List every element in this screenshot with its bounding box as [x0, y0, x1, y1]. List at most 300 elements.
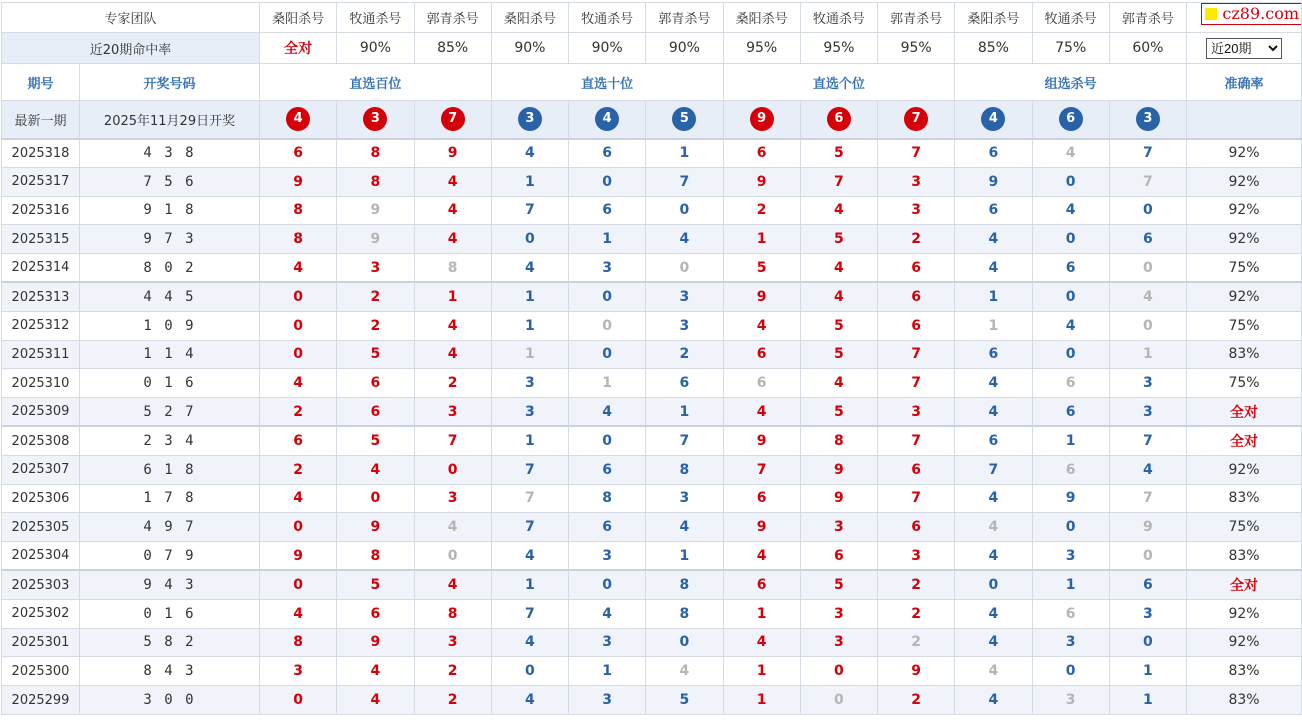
- kill-number: 6: [569, 139, 646, 168]
- kill-number: 6: [723, 484, 800, 513]
- history-row: [2, 484, 1302, 513]
- accuracy-cell: 92%: [1187, 599, 1302, 628]
- draw-number-cell: 5 8 2: [80, 628, 260, 657]
- kill-number: 7: [1109, 426, 1186, 455]
- hit-rate-value: 85%: [955, 33, 1032, 64]
- accuracy-cell: 83%: [1187, 484, 1302, 513]
- kill-number: 7: [491, 196, 568, 225]
- latest-ball-cell: [800, 101, 877, 139]
- kill-number: 4: [800, 196, 877, 225]
- kill-number: 3: [1109, 398, 1186, 427]
- kill-number-miss: 8: [414, 254, 491, 283]
- draw-number-cell: 4 9 7: [80, 513, 260, 542]
- header-period: 期号: [2, 64, 80, 101]
- kill-number: 0: [1032, 513, 1109, 542]
- latest-ball-cell: [955, 101, 1032, 139]
- kill-number: 6: [1109, 225, 1186, 254]
- draw-number-cell: 9 4 3: [80, 570, 260, 599]
- kill-number: 0: [260, 340, 337, 369]
- latest-ball-cell: [414, 101, 491, 139]
- latest-ball-cell: [646, 101, 723, 139]
- kill-number: 9: [878, 657, 955, 686]
- kill-number: 4: [955, 542, 1032, 571]
- period-cell: 2025313: [2, 282, 80, 311]
- history-row: [2, 139, 1302, 168]
- draw-number-cell: 1 0 9: [80, 311, 260, 340]
- kill-number: 7: [878, 369, 955, 398]
- history-row: [2, 628, 1302, 657]
- draw-number-cell: 1 7 8: [80, 484, 260, 513]
- kill-number-miss: 4: [955, 657, 1032, 686]
- number-ball: 3: [518, 107, 542, 131]
- kill-number: 3: [569, 542, 646, 571]
- kill-number: 1: [569, 225, 646, 254]
- kill-number-miss: 1: [1109, 340, 1186, 369]
- history-row: [2, 340, 1302, 369]
- kill-number-miss: 1: [491, 340, 568, 369]
- kill-number: 6: [260, 139, 337, 168]
- kill-number: 1: [646, 139, 723, 168]
- kill-number-miss: 0: [414, 542, 491, 571]
- kill-number: 9: [723, 282, 800, 311]
- kill-number: 3: [491, 398, 568, 427]
- kill-number: 0: [491, 657, 568, 686]
- kill-number: 4: [491, 139, 568, 168]
- accuracy-cell: 83%: [1187, 657, 1302, 686]
- latest-draw-date: 2025年11月29日开奖: [80, 101, 260, 139]
- draw-number-cell: 0 7 9: [80, 542, 260, 571]
- kill-number: 3: [646, 484, 723, 513]
- kill-number: 8: [337, 139, 414, 168]
- accuracy-cell: 92%: [1187, 282, 1302, 311]
- kill-number: 0: [1032, 282, 1109, 311]
- kill-number-miss: 0: [569, 311, 646, 340]
- hit-rate-value: 95%: [878, 33, 955, 64]
- kill-number: 9: [337, 628, 414, 657]
- history-row: [2, 196, 1302, 225]
- kill-number: 0: [1032, 340, 1109, 369]
- draw-number-cell: 2 3 4: [80, 426, 260, 455]
- latest-ball-cell: [569, 101, 646, 139]
- kill-number: 4: [955, 398, 1032, 427]
- kill-number: 0: [260, 282, 337, 311]
- kill-number: 3: [1032, 542, 1109, 571]
- kill-number: 5: [800, 139, 877, 168]
- kill-number-miss: 9: [337, 225, 414, 254]
- draw-number-cell: 8 4 3: [80, 657, 260, 686]
- kill-number: 6: [878, 513, 955, 542]
- kill-number: 4: [260, 484, 337, 513]
- kill-number: 4: [569, 599, 646, 628]
- kill-number: 4: [414, 340, 491, 369]
- kill-number-miss: 0: [1109, 254, 1186, 283]
- kill-number: 7: [491, 455, 568, 484]
- kill-number: 1: [491, 311, 568, 340]
- kill-number: 8: [260, 196, 337, 225]
- kill-number: 7: [1109, 139, 1186, 168]
- expert-name[interactable]: 桑阳杀号: [955, 3, 1032, 33]
- kill-number: 9: [260, 167, 337, 196]
- period-cell: 2025303: [2, 570, 80, 599]
- accuracy-cell: 92%: [1187, 139, 1302, 168]
- kill-number: 4: [955, 628, 1032, 657]
- kill-number: 4: [414, 570, 491, 599]
- expert-name[interactable]: 牧通杀号: [337, 3, 414, 33]
- kill-number: 2: [646, 340, 723, 369]
- kill-number: 3: [337, 254, 414, 283]
- kill-number: 3: [414, 398, 491, 427]
- hit-rate-value: 95%: [723, 33, 800, 64]
- expert-name[interactable]: 牧通杀号: [569, 3, 646, 33]
- kill-number: 6: [723, 139, 800, 168]
- kill-number-miss: 3: [1032, 686, 1109, 715]
- period-select-cell: [1187, 33, 1302, 64]
- kill-number: 1: [491, 167, 568, 196]
- kill-number: 4: [1032, 311, 1109, 340]
- kill-number: 6: [955, 426, 1032, 455]
- history-row: [2, 225, 1302, 254]
- kill-number: 0: [1032, 657, 1109, 686]
- header-group-units: 直选个位: [723, 64, 955, 101]
- history-row: [2, 513, 1302, 542]
- accuracy-cell: 83%: [1187, 340, 1302, 369]
- accuracy-cell: 全对: [1187, 426, 1302, 455]
- kill-number: 9: [1032, 484, 1109, 513]
- kill-number: 7: [491, 599, 568, 628]
- logo-text: cz89.com: [1222, 4, 1300, 23]
- expert-name[interactable]: 郭青杀号: [646, 3, 723, 33]
- kill-number: 0: [1109, 196, 1186, 225]
- kill-number: 2: [337, 311, 414, 340]
- kill-number: 9: [414, 139, 491, 168]
- kill-number-miss: 4: [1032, 139, 1109, 168]
- kill-number: 8: [800, 426, 877, 455]
- accuracy-cell: 92%: [1187, 225, 1302, 254]
- kill-number-miss: 6: [1032, 455, 1109, 484]
- kill-number: 4: [337, 455, 414, 484]
- kill-number: 3: [646, 311, 723, 340]
- draw-number-cell: 7 5 6: [80, 167, 260, 196]
- kill-number: 5: [337, 570, 414, 599]
- kill-number: 8: [414, 599, 491, 628]
- kill-number: 6: [955, 139, 1032, 168]
- kill-number: 0: [414, 455, 491, 484]
- expert-name[interactable]: 牧通杀号: [1032, 3, 1109, 33]
- kill-number: 8: [569, 484, 646, 513]
- latest-ball-cell: [878, 101, 955, 139]
- kill-number: 4: [260, 369, 337, 398]
- kill-number-miss: 1: [955, 311, 1032, 340]
- kill-number: 0: [260, 686, 337, 715]
- kill-number-miss: 9: [1109, 513, 1186, 542]
- expert-name[interactable]: 桑阳杀号: [491, 3, 568, 33]
- kill-number: 7: [878, 484, 955, 513]
- kill-number: 1: [1109, 657, 1186, 686]
- kill-number: 6: [878, 311, 955, 340]
- kill-number: 3: [414, 628, 491, 657]
- period-cell: 2025308: [2, 426, 80, 455]
- kill-number: 1: [491, 570, 568, 599]
- draw-number-cell: 6 1 8: [80, 455, 260, 484]
- draw-number-cell: 5 2 7: [80, 398, 260, 427]
- latest-ball-cell: [723, 101, 800, 139]
- kill-number: 0: [955, 570, 1032, 599]
- kill-number: 6: [955, 340, 1032, 369]
- kill-number: 8: [260, 628, 337, 657]
- number-ball: 3: [363, 107, 387, 131]
- kill-number: 6: [1109, 570, 1186, 599]
- accuracy-cell: 92%: [1187, 628, 1302, 657]
- kill-number: 4: [414, 225, 491, 254]
- period-range-select[interactable]: [1206, 38, 1282, 59]
- kill-number: 6: [337, 398, 414, 427]
- expert-name[interactable]: 桑阳杀号: [723, 3, 800, 33]
- kill-number: 5: [337, 340, 414, 369]
- kill-number: 1: [646, 542, 723, 571]
- kill-number: 9: [800, 484, 877, 513]
- kill-number: 0: [491, 225, 568, 254]
- accuracy-cell: 75%: [1187, 513, 1302, 542]
- kill-number: 0: [569, 426, 646, 455]
- accuracy-cell: 92%: [1187, 196, 1302, 225]
- accuracy-cell: 92%: [1187, 455, 1302, 484]
- period-cell: 2025310: [2, 369, 80, 398]
- history-row: [2, 167, 1302, 196]
- kill-number-miss: 7: [1109, 484, 1186, 513]
- accuracy-cell: 83%: [1187, 686, 1302, 715]
- number-ball: 7: [904, 107, 928, 131]
- history-row: [2, 686, 1302, 715]
- kill-number: 3: [1109, 369, 1186, 398]
- kill-number: 5: [800, 311, 877, 340]
- kill-number: 6: [569, 196, 646, 225]
- kill-number: 6: [878, 254, 955, 283]
- kill-number: 0: [569, 282, 646, 311]
- period-cell: 2025312: [2, 311, 80, 340]
- kill-number: 0: [646, 196, 723, 225]
- kill-number: 1: [646, 398, 723, 427]
- kill-number: 9: [337, 513, 414, 542]
- column-header-row: [2, 64, 1302, 101]
- kill-number: 4: [955, 254, 1032, 283]
- kill-number: 1: [414, 282, 491, 311]
- kill-number: 4: [414, 167, 491, 196]
- history-row: [2, 426, 1302, 455]
- latest-ball-cell: [491, 101, 568, 139]
- header-group-combo: 组选杀号: [955, 64, 1187, 101]
- kill-number: 5: [800, 398, 877, 427]
- kill-number: 2: [414, 657, 491, 686]
- kill-number-miss: 0: [1109, 311, 1186, 340]
- kill-number: 1: [491, 282, 568, 311]
- kill-number: 3: [800, 599, 877, 628]
- kill-number: 4: [414, 196, 491, 225]
- draw-number-cell: 9 7 3: [80, 225, 260, 254]
- kill-number-miss: 4: [646, 657, 723, 686]
- latest-issue-row: [2, 101, 1302, 139]
- hit-rate-value: 90%: [337, 33, 414, 64]
- draw-number-cell: 3 0 0: [80, 686, 260, 715]
- draw-number-cell: 0 1 6: [80, 599, 260, 628]
- kill-number: 4: [955, 369, 1032, 398]
- kill-number: 7: [723, 455, 800, 484]
- kill-number: 6: [569, 455, 646, 484]
- kill-number: 2: [414, 369, 491, 398]
- kill-number: 7: [646, 426, 723, 455]
- kill-number: 7: [955, 455, 1032, 484]
- kill-number: 8: [646, 599, 723, 628]
- kill-number: 2: [878, 225, 955, 254]
- kill-number: 0: [1032, 167, 1109, 196]
- kill-number: 6: [878, 282, 955, 311]
- number-ball: 9: [750, 107, 774, 131]
- hit-rate-value: 90%: [491, 33, 568, 64]
- latest-ball-cell: [1109, 101, 1186, 139]
- kill-number: 5: [800, 225, 877, 254]
- kill-number-miss: 0: [1109, 542, 1186, 571]
- kill-number: 0: [1032, 225, 1109, 254]
- kill-number: 8: [260, 225, 337, 254]
- kill-number: 6: [723, 570, 800, 599]
- number-ball: 6: [1059, 107, 1083, 131]
- kill-number: 3: [569, 628, 646, 657]
- kill-number: 3: [569, 686, 646, 715]
- hit-rate-value: 95%: [800, 33, 877, 64]
- kill-number: 6: [1032, 254, 1109, 283]
- latest-ball-cell: [260, 101, 337, 139]
- kill-number: 1: [491, 426, 568, 455]
- kill-number-miss: 4: [955, 513, 1032, 542]
- kill-number: 1: [723, 657, 800, 686]
- expert-name[interactable]: 郭青杀号: [1109, 3, 1186, 33]
- kill-number: 7: [878, 139, 955, 168]
- kill-number: 6: [955, 196, 1032, 225]
- site-logo[interactable]: [1201, 3, 1302, 25]
- period-cell: 2025299: [2, 686, 80, 715]
- kill-number-miss: 4: [1109, 282, 1186, 311]
- kill-number: 9: [800, 455, 877, 484]
- kill-number: 0: [1109, 628, 1186, 657]
- kill-number: 6: [800, 542, 877, 571]
- draw-number-cell: 4 4 5: [80, 282, 260, 311]
- kill-number-table: [1, 2, 1302, 715]
- kill-number: 3: [646, 282, 723, 311]
- history-row: [2, 542, 1302, 571]
- hit-rate-value: 全对: [260, 33, 337, 64]
- kill-number: 0: [646, 628, 723, 657]
- kill-number: 6: [646, 369, 723, 398]
- kill-number: 2: [878, 686, 955, 715]
- period-cell: 2025307: [2, 455, 80, 484]
- latest-label: 最新一期: [2, 101, 80, 139]
- kill-number: 3: [878, 398, 955, 427]
- kill-number: 2: [878, 570, 955, 599]
- kill-number: 4: [723, 398, 800, 427]
- expert-team-row: [2, 3, 1302, 33]
- kill-number: 0: [260, 570, 337, 599]
- kill-number: 2: [878, 599, 955, 628]
- kill-number: 1: [955, 282, 1032, 311]
- kill-number: 4: [491, 254, 568, 283]
- kill-number: 3: [414, 484, 491, 513]
- history-row: [2, 254, 1302, 283]
- kill-number: 3: [491, 369, 568, 398]
- number-ball: 5: [672, 107, 696, 131]
- kill-number-miss: 9: [337, 196, 414, 225]
- logo-cell: [1187, 3, 1302, 33]
- hit-rate-value: 90%: [569, 33, 646, 64]
- kill-number: 0: [569, 167, 646, 196]
- kill-number: 8: [337, 542, 414, 571]
- number-ball: 4: [981, 107, 1005, 131]
- expert-name[interactable]: 郭青杀号: [878, 3, 955, 33]
- kill-number: 8: [646, 455, 723, 484]
- kill-number-miss: 4: [414, 513, 491, 542]
- draw-number-cell: 9 1 8: [80, 196, 260, 225]
- hit-rate-value: 90%: [646, 33, 723, 64]
- kill-number: 7: [414, 426, 491, 455]
- kill-number: 5: [800, 570, 877, 599]
- kill-number: 5: [646, 686, 723, 715]
- kill-number: 8: [337, 167, 414, 196]
- period-cell: 2025315: [2, 225, 80, 254]
- kill-number: 7: [646, 167, 723, 196]
- kill-number: 8: [646, 570, 723, 599]
- kill-number: 0: [569, 340, 646, 369]
- kill-number: 7: [878, 426, 955, 455]
- header-accuracy: 准确率: [1187, 64, 1302, 101]
- kill-number: 1: [723, 225, 800, 254]
- kill-number: 9: [955, 167, 1032, 196]
- kill-number: 2: [260, 455, 337, 484]
- kill-number: 4: [723, 311, 800, 340]
- kill-number: 4: [569, 398, 646, 427]
- expert-name[interactable]: 桑阳杀号: [260, 3, 337, 33]
- header-group-tens: 直选十位: [491, 64, 723, 101]
- kill-number-miss: 0: [646, 254, 723, 283]
- kill-number: 7: [491, 513, 568, 542]
- kill-number-miss: 6: [723, 369, 800, 398]
- kill-number: 0: [569, 570, 646, 599]
- history-row: [2, 455, 1302, 484]
- period-cell: 2025316: [2, 196, 80, 225]
- kill-number: 5: [723, 254, 800, 283]
- draw-number-cell: 8 0 2: [80, 254, 260, 283]
- draw-number-cell: 4 3 8: [80, 139, 260, 168]
- period-cell: 2025317: [2, 167, 80, 196]
- period-cell: 2025318: [2, 139, 80, 168]
- kill-number-miss: 7: [491, 484, 568, 513]
- kill-number-miss: 6: [1032, 599, 1109, 628]
- expert-name[interactable]: 郭青杀号: [414, 3, 491, 33]
- hit-rate-label: 近20期命中率: [2, 33, 260, 64]
- kill-number: 7: [800, 167, 877, 196]
- expert-name[interactable]: 牧通杀号: [800, 3, 877, 33]
- kill-number: 9: [723, 167, 800, 196]
- kill-number: 0: [337, 484, 414, 513]
- accuracy-cell: 83%: [1187, 542, 1302, 571]
- kill-number-miss: 1: [569, 369, 646, 398]
- kill-number: 3: [260, 657, 337, 686]
- kill-number: 5: [800, 340, 877, 369]
- period-cell: 2025300: [2, 657, 80, 686]
- period-cell: 2025309: [2, 398, 80, 427]
- kill-number: 6: [878, 455, 955, 484]
- kill-number: 9: [723, 513, 800, 542]
- kill-number: 1: [1032, 570, 1109, 599]
- kill-number: 2: [337, 282, 414, 311]
- kill-number: 3: [878, 167, 955, 196]
